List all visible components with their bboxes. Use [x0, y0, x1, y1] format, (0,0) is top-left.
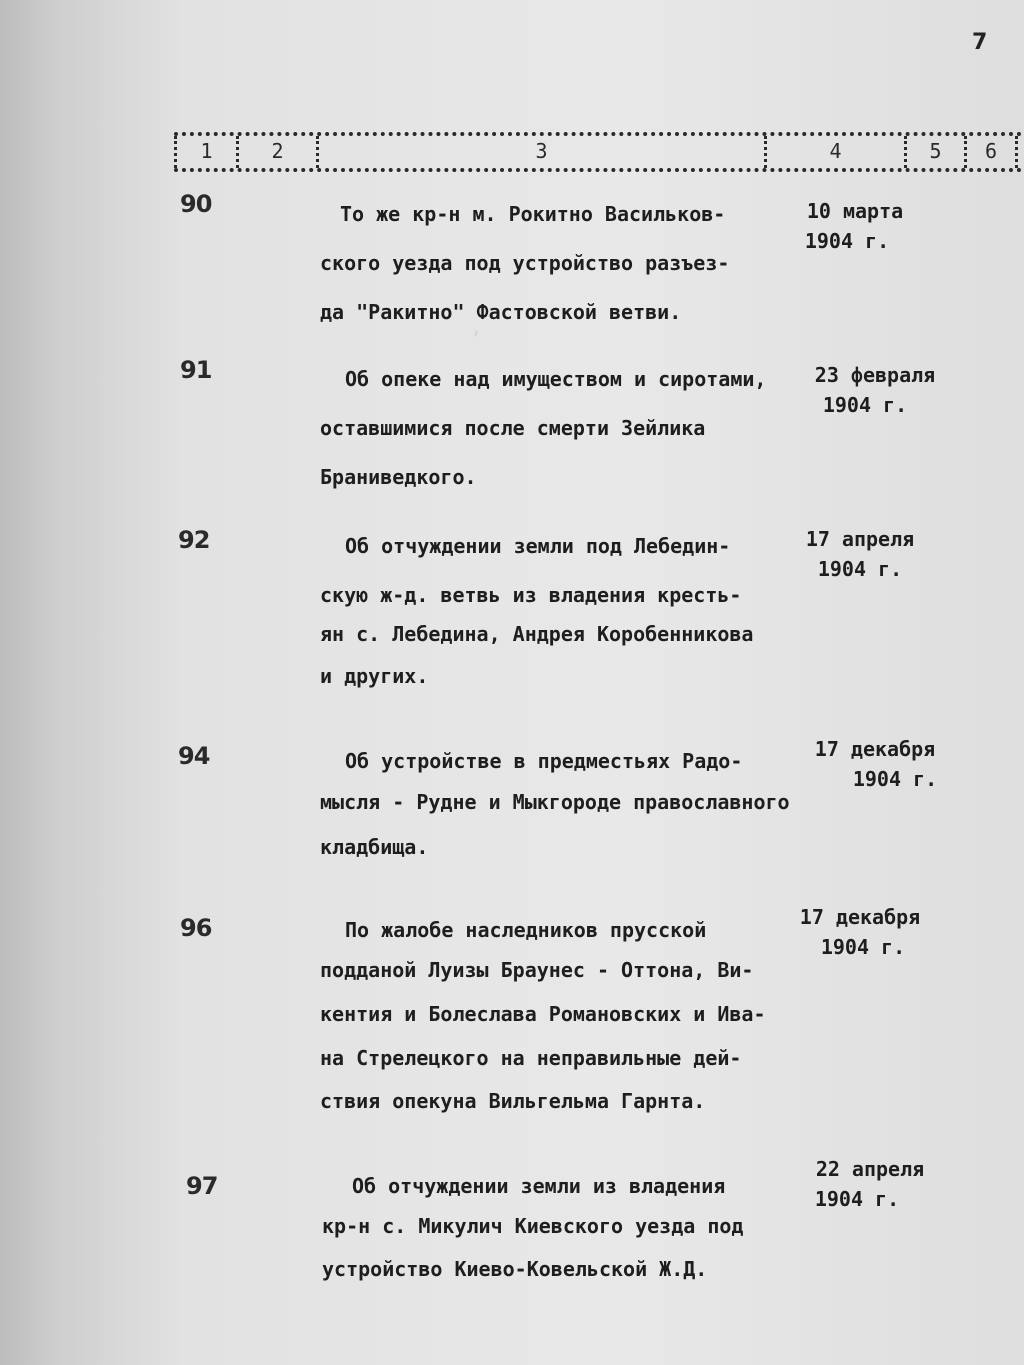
- entry-line: ян с. Лебедина, Андрея Коробенникова: [320, 622, 754, 646]
- entry-line: кладбища.: [320, 835, 429, 859]
- column-header-1: 1: [174, 136, 236, 168]
- entry-date-year: 1904 г.: [852, 767, 938, 791]
- bleed-through-text: ,: [330, 318, 645, 339]
- entry-line: Об отчуждении земли под Лебедин-: [345, 534, 731, 558]
- entry-date-day: 10 марта: [806, 199, 904, 223]
- entry-number: 94: [178, 742, 210, 770]
- entry-number: 92: [178, 526, 210, 554]
- entry-line: кр-н с. Микулич Киевского уезда под: [322, 1214, 744, 1238]
- entry-line: Об устройстве в предместьях Радо-: [345, 749, 743, 773]
- entry-line: устройство Киево-Ковельской Ж.Д.: [322, 1257, 708, 1281]
- entry-line: подданой Луизы Браунес - Оттона, Ви-: [320, 958, 754, 982]
- column-header-2: 2: [236, 136, 316, 168]
- column-header-6: 6: [964, 136, 1018, 168]
- entry-line: По жалобе наследников прусской: [345, 918, 707, 942]
- entry-date-year: 1904 г.: [817, 557, 903, 581]
- entry-date-day: 22 апреля: [815, 1157, 925, 1181]
- entry-date-year: 1904 г.: [804, 229, 890, 253]
- entry-line: Браниведкого.: [320, 465, 477, 489]
- entry-date-day: 17 декабря: [799, 905, 921, 929]
- entry-date-day: 17 апреля: [805, 527, 915, 551]
- entry-line: оставшимися после смерти Зейлика: [320, 416, 706, 440]
- entry-number: 90: [180, 190, 212, 218]
- entry-date-day: 23 февраля: [814, 363, 936, 387]
- entry-number: 96: [180, 914, 212, 942]
- entry-line: Об опеке над имуществом и сиротами,: [345, 367, 767, 391]
- entry-line: мысля - Рудне и Мыкгороде православного: [320, 790, 790, 814]
- entry-line: скую ж-д. ветвь из владения кресть-: [320, 583, 742, 607]
- entry-line: ского уезда под устройство разъез-: [320, 251, 730, 275]
- entry-date-day: 17 декабря: [814, 737, 936, 761]
- entry-line: То же кр-н м. Рокитно Васильков-: [340, 202, 726, 226]
- entry-line: ствия опекуна Вильгельма Гарнта.: [320, 1089, 706, 1113]
- entry-date-year: 1904 г.: [822, 393, 908, 417]
- column-header-5: 5: [904, 136, 964, 168]
- entry-line: на Стрелецкого на неправильные дей-: [320, 1046, 742, 1070]
- entry-number: 91: [180, 356, 212, 384]
- table-header: [174, 132, 1022, 172]
- column-header-3: 3: [316, 136, 764, 168]
- page-number: 7: [972, 30, 988, 55]
- entry-date-year: 1904 г.: [814, 1187, 900, 1211]
- entry-line: Об отчуждении земли из владения: [352, 1174, 726, 1198]
- entry-line: кентия и Болеслава Романовских и Ива-: [320, 1002, 766, 1026]
- entry-line: да "Ракитно" Фастовской ветви.: [320, 300, 682, 324]
- entry-line: и других.: [320, 664, 429, 688]
- entry-date-year: 1904 г.: [820, 935, 906, 959]
- column-header-4: 4: [764, 136, 904, 168]
- entry-number: 97: [186, 1172, 218, 1200]
